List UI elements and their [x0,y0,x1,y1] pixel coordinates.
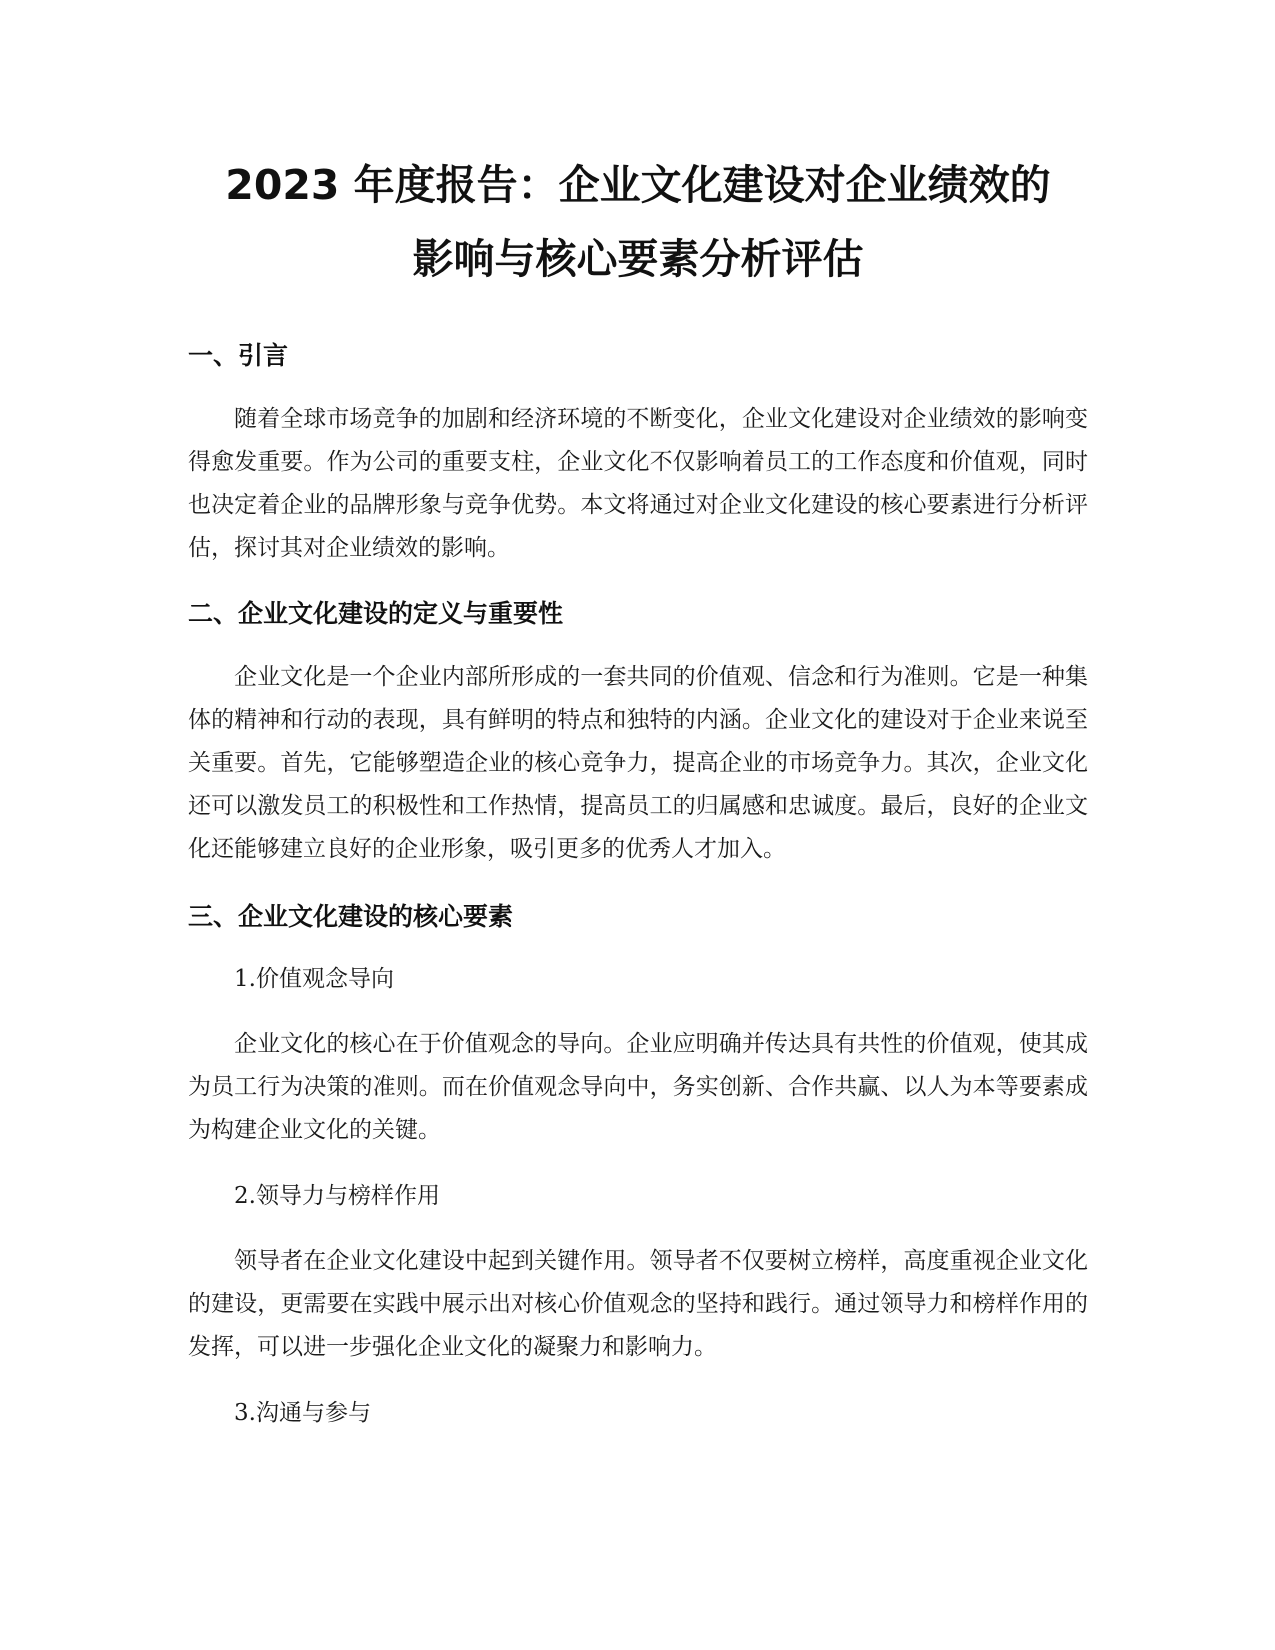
introduction-paragraph: 随着全球市场竞争的加剧和经济环境的不断变化，企业文化建设对企业绩效的影响变得愈发重要。作为公司的重要支柱，企业文化不仅影响着员工的工作态度和价值观，同时也决定着企业的品牌形象与竞争优势。本文将通过对企业文化建设的核心要素进行分析评估，探讨其对企业绩效的影响。 [188,406,1088,561]
subheading-communication: 3.沟通与参与 [234,1400,371,1426]
document-title-line-2: 影响与核心要素分析评估 [412,235,864,283]
document-body [188,148,1088,1433]
leadership-paragraph: 领导者在企业文化建设中起到关键作用。领导者不仅要树立榜样，高度重视企业文化的建设，更需要在实践中展示出对核心价值观念的坚持和践行。通过领导力和榜样作用的发挥，可以进一步强化企业文化的凝聚力和影响力。 [188,1248,1088,1360]
values-orientation-paragraph: 企业文化的核心在于价值观念的导向。企业应明确并传达具有共性的价值观，使其成为员工行为决策的准则。而在价值观念导向中，务实创新、合作共赢、以人为本等要素成为构建企业文化的关键。 [188,1031,1088,1143]
document-title-line-1: 2023 年度报告：企业文化建设对企业绩效的 [225,161,1051,209]
section-heading-definition: 二、企业文化建设的定义与重要性 [188,599,564,628]
document-title [188,148,1088,296]
section-heading-introduction: 一、引言 [188,341,289,370]
subheading-values-orientation: 1.价值观念导向 [234,966,394,992]
section-heading-core-elements: 三、企业文化建设的核心要素 [188,902,514,931]
definition-paragraph: 企业文化是一个企业内部所形成的一套共同的价值观、信念和行为准则。它是一种集体的精神和行动的表现，具有鲜明的特点和独特的内涵。企业文化的建设对于企业来说至关重要。首先，它能够塑造企业的核心竞争力，提高企业的市场竞争力。其次，企业文化还可以激发员工的积极性和工作热情，提高员工的归属感和忠诚度。最后，良好的企业文化还能够建立良好的企业形象，吸引更多的优秀人才加入。 [188,664,1088,862]
subheading-leadership: 2.领导力与榜样作用 [234,1183,440,1209]
